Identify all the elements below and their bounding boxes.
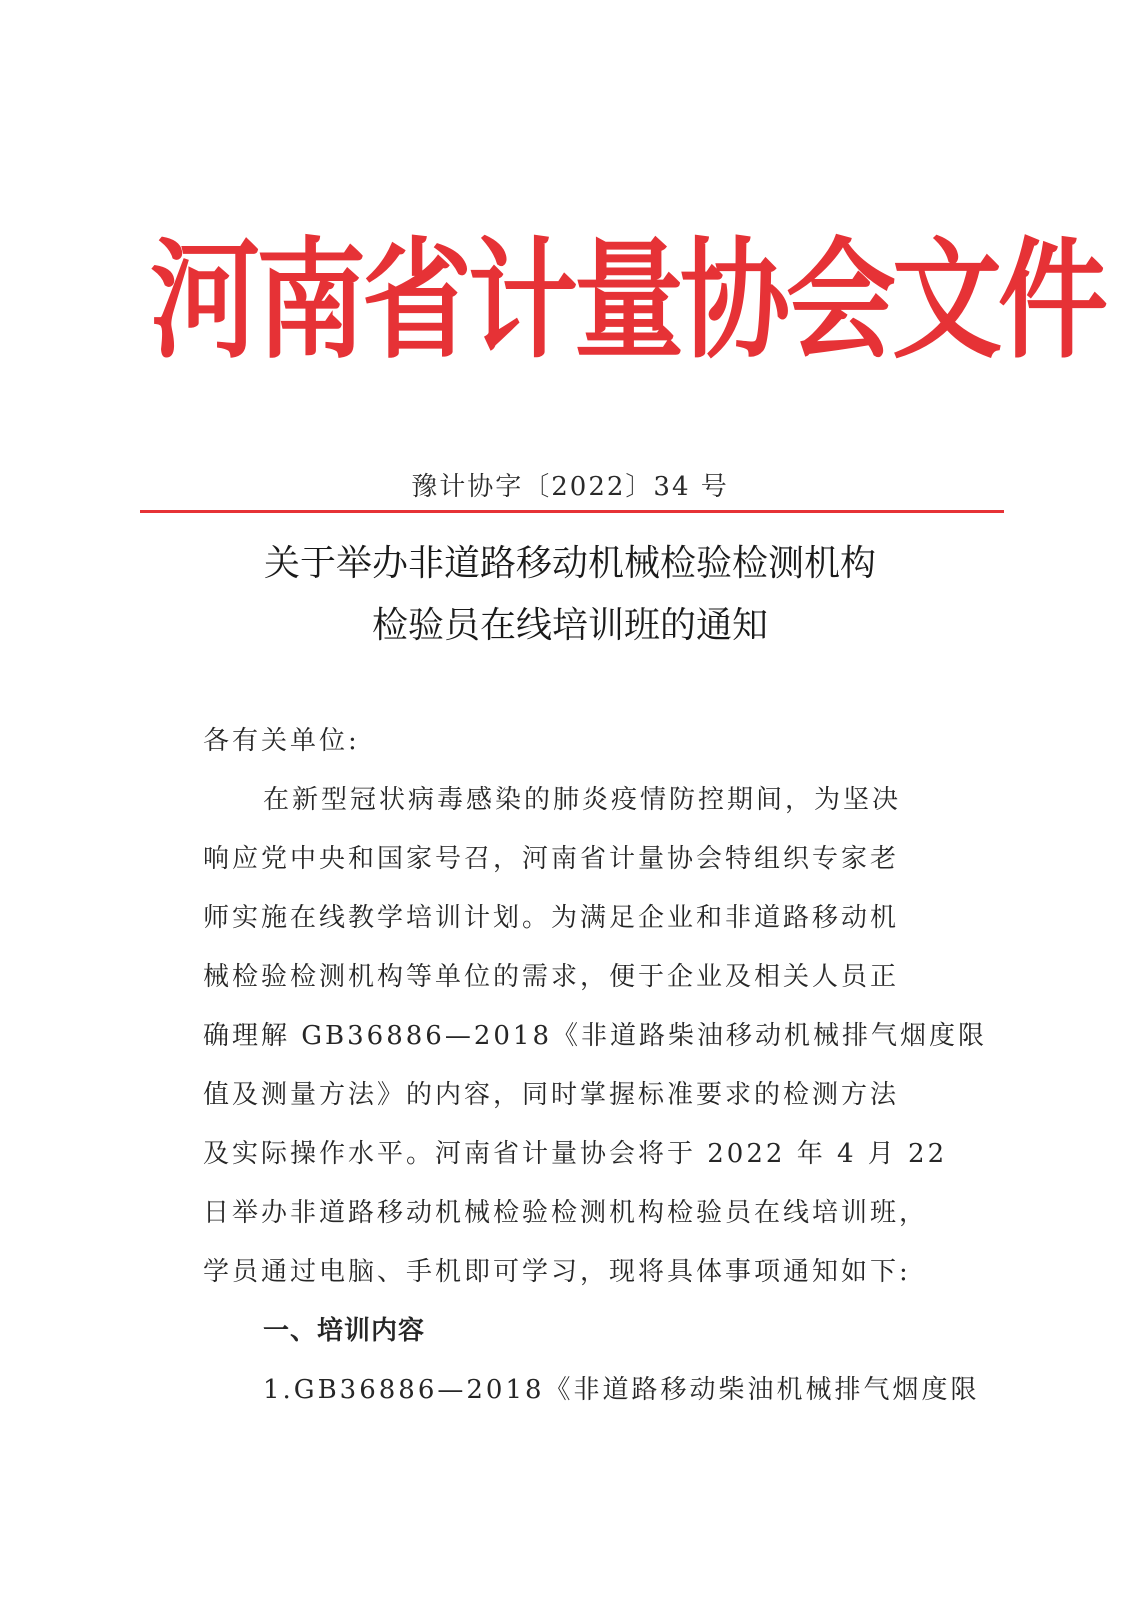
notice-body bbox=[203, 712, 988, 1420]
body-line-4: 械检验检测机构等单位的需求，便于企业及相关人员正 bbox=[203, 962, 900, 992]
body-line-9: 学员通过电脑、手机即可学习，现将具体事项通知如下: bbox=[203, 1257, 911, 1287]
body-line-7: 及实际操作水平。河南省计量协会将于 2022 年 4 月 22 bbox=[203, 1139, 948, 1169]
header-divider bbox=[140, 510, 1004, 513]
section-item-1: 1.GB36886—2018《非道路移动柴油机械排气烟度限 bbox=[263, 1375, 980, 1405]
salutation: 各有关单位: bbox=[203, 726, 360, 756]
notice-title bbox=[140, 533, 1000, 657]
notice-title-line-1: 关于举办非道路移动机械检验检测机构 bbox=[263, 543, 876, 584]
body-line-5: 确理解 GB36886—2018《非道路柴油移动机械排气烟度限 bbox=[203, 1021, 988, 1051]
body-line-3: 师实施在线教学培训计划。为满足企业和非道路移动机 bbox=[203, 903, 900, 933]
body-line-6: 值及测量方法》的内容，同时掌握标准要求的检测方法 bbox=[203, 1080, 900, 1110]
body-line-1: 在新型冠状病毒感染的肺炎疫情防控期间，为坚决 bbox=[263, 785, 902, 815]
section-heading-training-content: 一、培训内容 bbox=[263, 1316, 426, 1346]
body-line-8: 日举办非道路移动机械检验检测机构检验员在线培训班， bbox=[203, 1198, 929, 1228]
body-line-2: 响应党中央和国家号召，河南省计量协会特组织专家老 bbox=[203, 844, 900, 874]
document-number: 豫计协字〔2022〕34 号 bbox=[411, 472, 729, 502]
notice-title-line-2: 检验员在线培训班的通知 bbox=[371, 605, 768, 646]
document-header-title: 河南省计量协会文件 bbox=[150, 223, 1104, 377]
